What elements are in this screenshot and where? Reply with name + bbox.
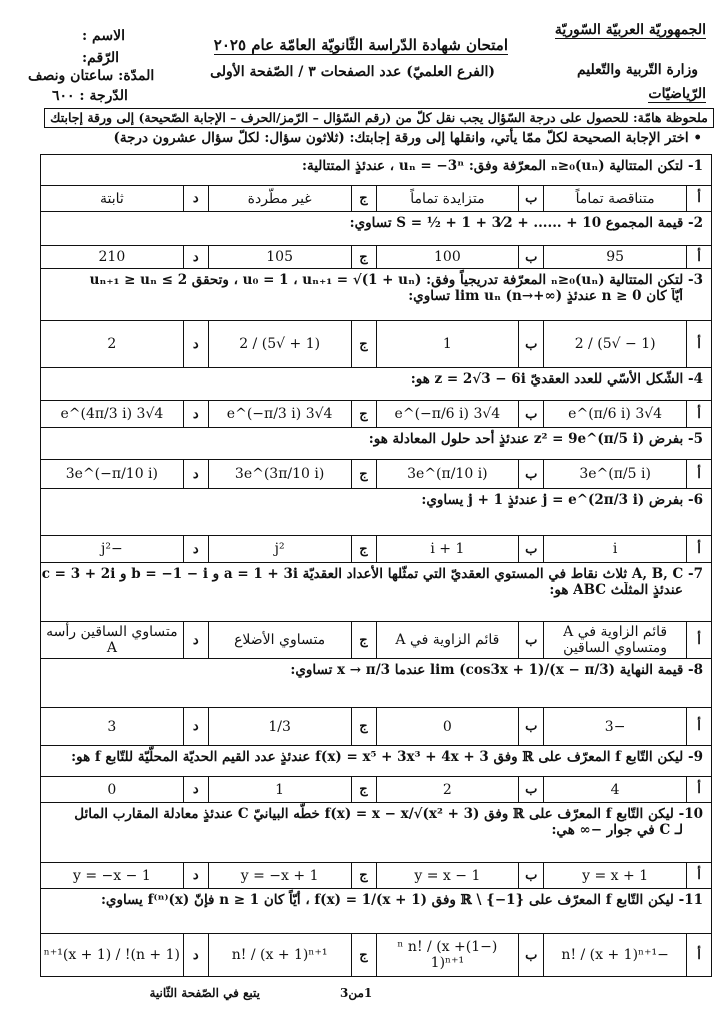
option-choice[interactable]: −j² [101,541,123,557]
option-choice[interactable]: 4√3 e^(4π/3 i) [60,406,164,422]
option-letter: د [183,401,208,427]
number-label: الرّقم: [82,50,120,66]
option-choice[interactable]: 3 [107,718,117,735]
option-letter: ب [518,934,543,976]
option-letter: د [183,246,208,268]
option-letter: ج [351,708,376,745]
option-choice[interactable]: متزايدة تماماً [376,186,519,211]
duration-label: المدّة: ساعتان ونصف [28,68,155,84]
option-choice[interactable]: −n! / (x + 1)ⁿ⁺¹ [543,934,686,976]
option-letter: أ [686,401,711,427]
name-label: الاسم : [82,28,125,44]
country-name: الجمهوريّة العربيّة السّوريّة [554,22,706,38]
question-text: 1- لتكن المتتالية (uₙ)ₙ≥₀ المعرّفة وفق: uₙ = −3ⁿ ، عندئذٍ المتتالية: [302,158,703,174]
page-number: 1من3 [340,986,373,1000]
option-choice[interactable]: 1/3 [208,708,351,745]
option-choice[interactable]: متساوي الساقين رأسه A [46,624,178,656]
options-row [41,459,711,488]
option-letter: ج [351,186,376,211]
option-choice[interactable]: (1 − √5) / 2 [543,321,686,367]
option-letter: د [183,777,208,802]
question-text: 10- ليكن التّابع f المعرّف على ℝ وفق f(x) = x − x/√(x² + 3) خطّه البيانيّ C عندئذٍ معادلة المقارب المائل [74,806,703,822]
options-row [41,185,711,211]
exam-header [0,12,720,110]
option-letter: د [183,460,208,488]
options-row [41,245,711,268]
option-choice[interactable]: 4 [543,777,686,802]
option-letter: أ [686,246,711,268]
options-row [41,862,711,888]
option-letter: د [183,186,208,211]
subject-name: الرّياضيّات [648,86,706,102]
option-choice[interactable]: 3e^(3π/10 i) [208,460,351,488]
option-letter: أ [686,186,711,211]
question-8 [40,659,712,746]
option-letter: ج [351,934,376,976]
option-choice[interactable]: 0 [107,781,117,798]
option-letter: أ [686,708,711,745]
option-choice[interactable]: 4√3 e^(−π/6 i) [376,401,519,427]
option-choice[interactable]: غير مطّردة [208,186,351,211]
option-letter: ج [351,460,376,488]
question-text-continued: أيّاً كان n ≥ 0 عندئذٍ lim uₙ (n→+∞) تساوي: [408,288,683,304]
question-2 [40,212,712,269]
option-choice[interactable]: i [543,536,686,562]
option-letter: د [183,321,208,367]
question-7 [40,563,712,659]
question-text: 5- بفرض z² = 9e^(π/5 i) عندئذٍ أحد حلول المعادلة هو: [368,431,703,447]
question-text: 4- الشّكل الأسّي للعدد العقديّ z = 2√3 − 6i هو: [410,371,703,387]
option-choice[interactable]: j² [208,536,351,562]
option-letter: ج [351,863,376,888]
option-choice[interactable]: 1 + i [376,536,519,562]
option-letter: أ [686,321,711,367]
option-letter: ب [518,321,543,367]
ministry-name: وزارة التّربية والتّعليم [576,62,698,78]
option-letter: ب [518,863,543,888]
option-choice[interactable]: 4√3 e^(−π/3 i) [208,401,351,427]
question-text: 2- قيمة المجموع S = ½ + 1 + 3⁄2 + ...... + 10 تساوي: [349,215,703,231]
options-row [41,320,711,367]
option-letter: أ [686,777,711,802]
question-9 [40,746,712,803]
option-letter: د [183,934,208,976]
option-choice[interactable]: (n + 1)! / (x + 1)ⁿ⁺¹ [43,947,180,963]
option-choice[interactable]: n! / (x + 1)ⁿ⁺¹ [208,934,351,976]
question-11 [40,889,712,977]
option-letter: ب [518,460,543,488]
question-10 [40,803,712,889]
option-choice[interactable]: y = −x − 1 [73,867,151,884]
option-choice[interactable]: 4√3 e^(π/6 i) [543,401,686,427]
option-letter: أ [686,460,711,488]
option-letter: ب [518,186,543,211]
option-letter: ب [518,708,543,745]
option-choice[interactable]: 2 [107,336,117,352]
option-choice[interactable]: y = −x + 1 [208,863,351,888]
option-choice[interactable]: 2 [376,777,519,802]
question-4 [40,368,712,428]
option-letter: د [183,622,208,658]
option-letter: أ [686,622,711,658]
options-row [41,933,711,976]
option-choice[interactable]: 95 [543,246,686,268]
option-letter: ب [518,622,543,658]
options-row [41,621,711,658]
option-choice[interactable]: 1 [376,321,519,367]
option-choice[interactable]: 3e^(−π/10 i) [65,466,158,482]
important-note: ملحوظة هامّة: للحصول على درجة السّؤال يجب نقل كلّ من (رقم السّؤال – الرّمز/الحرف – الإجابة الصّحيحة) إلى ورقة إجابتك [44,108,714,128]
continue-note: يتبع في الصّفحة الثّانية [149,986,260,1000]
option-letter: د [183,708,208,745]
option-choice[interactable]: y = x − 1 [376,863,519,888]
question-text: 3- لتكن المتتالية (uₙ)ₙ≥₀ المعرّفة تدريجياً وفق: u₀ = 1 ، uₙ₊₁ = √(1 + uₙ) ، وتحقق 2 ≥ uₙ₊₁ ≥ uₙ [89,272,703,288]
option-choice[interactable]: 3e^(π/10 i) [376,460,519,488]
option-choice[interactable]: 100 [376,246,519,268]
question-text-continued: عندئذٍ المثلّث ABC هو: [549,582,683,598]
question-1 [40,154,712,212]
option-choice[interactable]: y = x + 1 [543,863,686,888]
option-choice[interactable]: قائم الزاوية في A [376,622,519,658]
option-choice[interactable]: (−1)ⁿ n! / (x + 1)ⁿ⁺¹ [376,934,519,976]
question-text-continued: لـ C في جوار −∞ هي: [551,822,683,838]
option-letter: ج [351,246,376,268]
option-choice[interactable]: 210 [98,249,126,265]
option-choice[interactable]: 3e^(π/5 i) [543,460,686,488]
branch-info: (الفرع العلميّ) عدد الصفحات ٣ / الصّفحة الأولى [210,64,495,80]
question-5 [40,428,712,489]
instructions: • اختر الإجابة الصحيحة لكلّ ممّا يأتي، وانقلها إلى ورقة إجابتك: (ثلاثون سؤال: لكلّ سؤال عشرون درجة) [113,130,702,146]
option-choice[interactable]: 1 [208,777,351,802]
option-letter: د [183,863,208,888]
question-text: 11- ليكن التّابع f المعرّف على ℝ \ {−1} وفق f(x) = 1/(x + 1) ، أيّاً كان n ≥ 1 فإنّ f⁽ⁿ⁾(x) يساوي: [100,892,703,908]
question-text: 7- A, B, C ثلاث نقاط في المستوي العقديّ التي تمثّلها الأعداد العقديّة a = 1 + 3i و b = −1 − i و c = 3 + 2i [41,566,703,582]
question-6 [40,489,712,563]
option-letter: أ [686,863,711,888]
options-row [41,400,711,427]
question-text: 9- ليكن التّابع f المعرّف على ℝ وفق f(x) = x⁵ + 3x³ + 4x + 3 عندئذٍ عدد القيم الحديّة المحلّيّة للتّابع f هو: [71,749,703,765]
option-letter: ج [351,536,376,562]
option-letter: ج [351,777,376,802]
option-choice[interactable]: −3 [543,708,686,745]
option-letter: ج [351,321,376,367]
question-3 [40,269,712,368]
question-text: 8- قيمة النهاية lim (cos3x + 1)/(x − π/3) عندما x → π/3 تساوي: [290,662,703,678]
option-choice[interactable]: متساوي الأضلاع [208,622,351,658]
option-letter: أ [686,536,711,562]
option-letter: د [183,536,208,562]
option-letter: ب [518,246,543,268]
options-row [41,707,711,745]
option-choice[interactable]: متناقصة تماماً [543,186,686,211]
option-choice[interactable]: 0 [376,708,519,745]
option-letter: أ [686,934,711,976]
option-letter: ب [518,536,543,562]
option-choice[interactable]: ثابتة [99,190,124,207]
option-choice[interactable]: قائم الزاوية في A ومتساوي الساقين [543,622,686,658]
options-row [41,776,711,802]
option-letter: ب [518,777,543,802]
options-row [41,535,711,562]
question-text: 6- بفرض j = e^(2π/3 i) عندئذٍ 1 + j يساوي: [421,492,703,508]
option-letter: ج [351,622,376,658]
option-choice[interactable]: (1 + √5) / 2 [208,321,351,367]
option-letter: ج [351,401,376,427]
exam-title: امتحان شهادة الدّراسة الثّانويّة العامّة عام ٢٠٢٥ [213,36,508,54]
option-letter: ب [518,401,543,427]
score-label: الدّرجة : ٦٠٠ [52,88,128,104]
option-choice[interactable]: 105 [208,246,351,268]
